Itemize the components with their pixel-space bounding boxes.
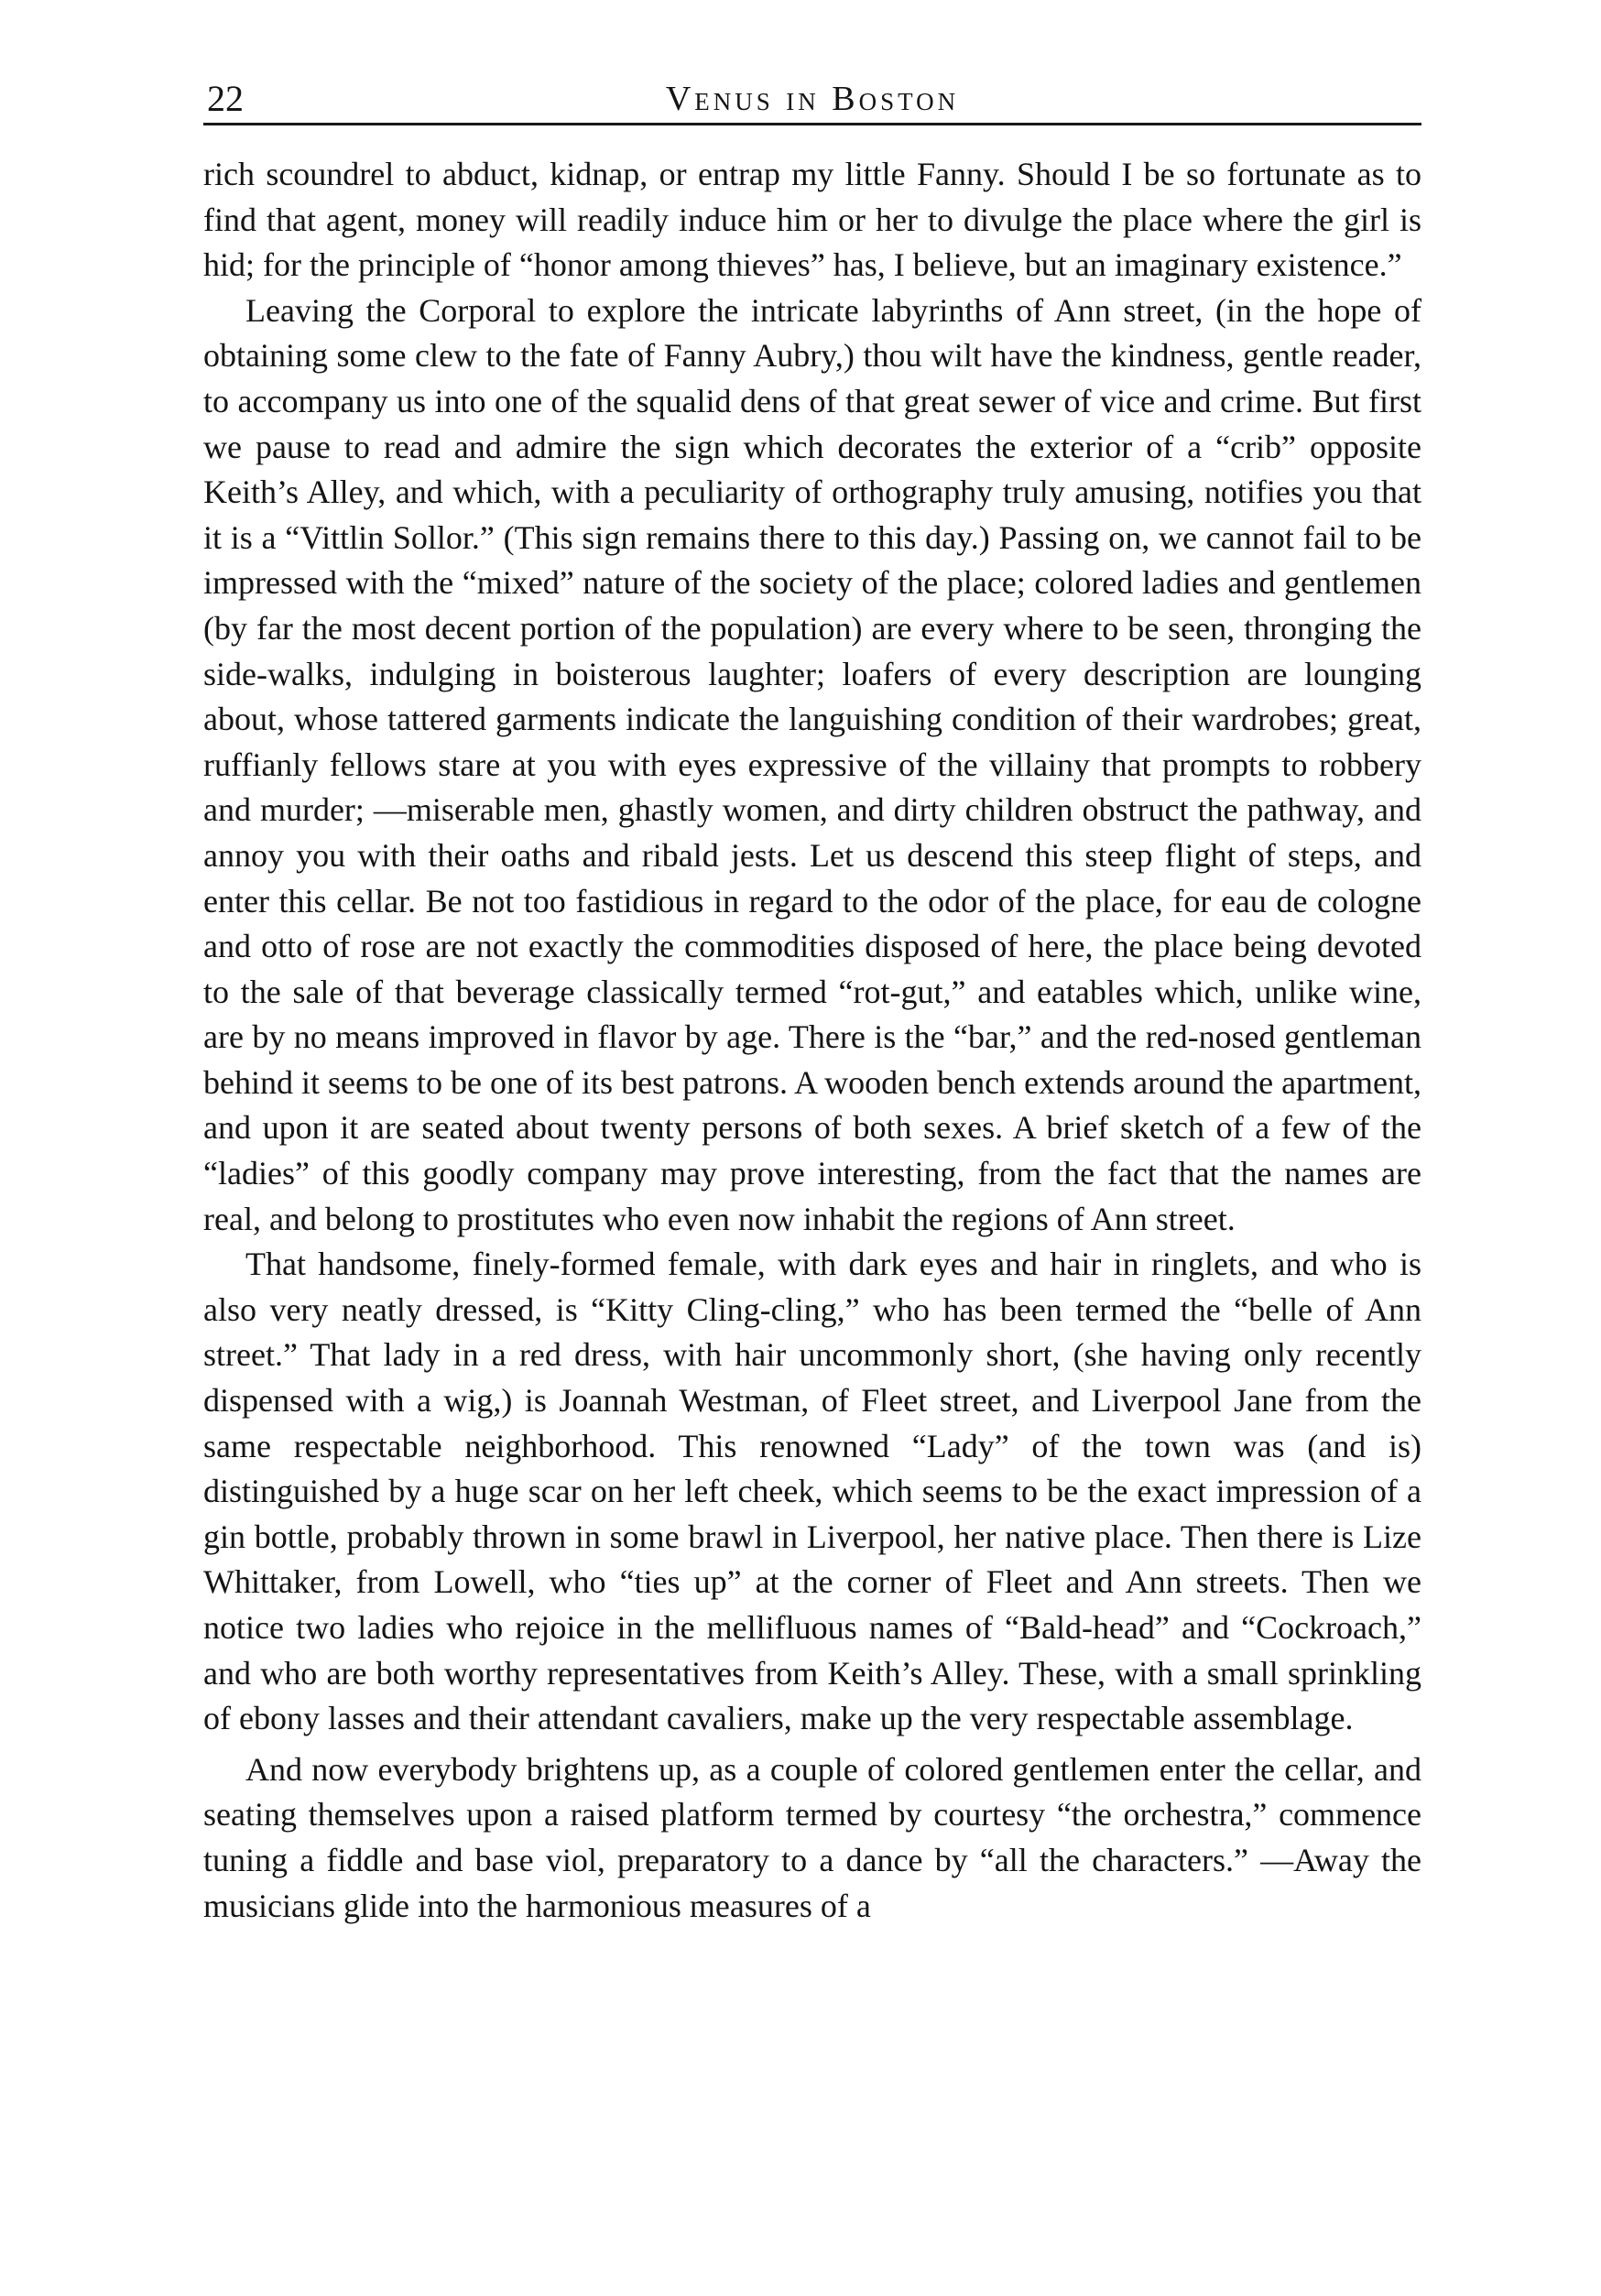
paragraph-ann-street: Leaving the Corporal to explore the intricate labyrinths of Ann street, (in the hope of obtaining some clew to the fate of Fanny Aubry,) thou wilt have the kindness, gentle reader, to accompany us into one of the squalid dens of that great sewer of vice and crime. But first we pause to read and admire the sign which decorates the exterior of a “crib” opposite Keith’s Alley, and which, with a peculiarity of orthography truly amusing, notifies you that it is a “Vittlin Sollor.” (This sign remains there to this day.) Passing on, we cannot fail to be impressed with the “mixed” nature of the society of the place; colored ladies and gentlemen (by far the most decent portion of the population) are every where to be seen, thronging the side-walks, indulging in boisterous laughter; loafers of every description are lounging about, whose tattered garments indicate the languishing condition of their wardrobes; great, ruffianly fellows stare at you with eyes expressive of the villainy that prompts to robbery and murder; —miserable men, ghastly women, and dirty children obstruct the pathway, and annoy you with their oaths and ribald jests. Let us descend this steep flight of steps, and enter this cellar. Be not too fastidious in regard to the odor of the place, for eau de cologne and otto of rose are not exactly the commodities disposed of here, the place being devoted to the sale of that beverage classically termed “rot-gut,” and eatables which, unlike wine, are by no means improved in flavor by age. There is the “bar,” and the red-nosed gentleman behind it seems to be one of its best patrons. A wooden bench extends around the apartment, and upon it are seated about twenty persons of both sexes. A brief sketch of a few of the “ladies” of this goodly company may prove interesting, from the fact that the names are real, and belong to prostitutes who even now inhabit the regions of Ann street. (203, 291, 1421, 1237)
paragraph-continuation: rich scoundrel to abduct, kidnap, or entrap my little Fanny. Should I be so fortunate as to find that agent, money will readily induce him or her to divulge the place where the girl is hid; for the principle of “honor among thieves” has, I believe, but an imaginary existence.” (203, 156, 1421, 284)
book-title: Venus in Boston (665, 80, 960, 118)
running-head (203, 75, 1421, 125)
paragraph-musicians: And now everybody brightens up, as a couple of colored gentlemen enter the cellar, and seating themselves upon a raised platform termed by courtesy “the orchestra,” commence tuning a fiddle and base viol, preparatory to a dance by “all the characters.” —Away the musicians glide into the harmonious measures of a (203, 1750, 1421, 1924)
paragraph-ladies: That handsome, finely-formed female, with dark eyes and hair in ringlets, and who is also very neatly dressed, is “Kitty Cling-cling,” who has been termed the “belle of Ann street.” That lady in a red dress, with hair uncommonly short, (she having only recently dispensed with a wig,) is Joannah Westman, of Fleet street, and Liverpool Jane from the same respectable neighborhood. This renowned “Lady” of the town was (and is) distinguished by a huge scar on her left cheek, which seems to be the exact impression of a gin bottle, probably thrown in some brawl in Liverpool, her native place. Then there is Lize Whittaker, from Lowell, who “ties up” at the corner of Fleet and Ann streets. Then we notice two ladies who rejoice in the mellifluous names of “Bald-head” and “Cockroach,” and who are both worthy representatives from Keith’s Alley. These, with a small sprinkling of ebony lasses and their attendant cavaliers, make up the very respectable assemblage. (203, 1246, 1421, 1737)
page-number: 22 (207, 78, 244, 119)
body-text (203, 152, 1421, 1929)
